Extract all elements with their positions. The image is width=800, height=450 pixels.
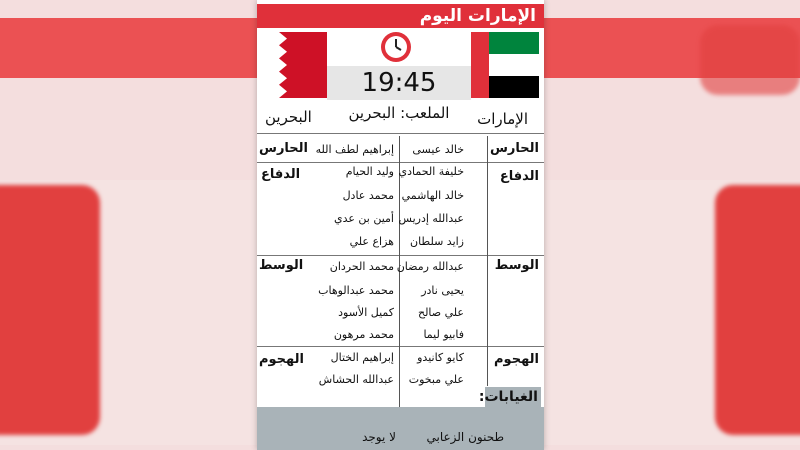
background-blur-left: [0, 185, 100, 435]
divider: [257, 133, 544, 134]
lineup-card: [257, 0, 544, 450]
uae-player: عبدالله رمضان: [396, 260, 464, 273]
uae-player: عبدالله إدريس: [398, 212, 464, 225]
uae-player: علي مبخوت: [408, 373, 464, 386]
bahrain-pos-attack: الهجوم: [259, 352, 304, 367]
divider: [487, 136, 488, 386]
team-home-name: الإمارات: [477, 110, 528, 128]
divider: [257, 162, 544, 163]
uae-player: خالد الهاشمي: [401, 189, 464, 202]
bahrain-pos-midfield: الوسط: [259, 258, 304, 273]
bahrain-flag: [259, 32, 327, 98]
venue: الملعب: البحرين: [348, 104, 450, 122]
uae-player: زايد سلطان: [409, 235, 464, 248]
bahrain-player: محمد مرهون: [333, 328, 394, 341]
bahrain-player: وليد الحيام: [345, 165, 394, 178]
absence-bahrain: لا يوجد: [362, 430, 396, 444]
bahrain-pos-defense: الدفاع: [261, 167, 301, 182]
uae-player: كايو كانيدو: [417, 351, 464, 364]
bahrain-player: محمد الحردان: [329, 260, 394, 273]
uae-player: علي صالح: [417, 306, 464, 319]
header-title: الإمارات اليوم: [419, 6, 536, 26]
uae-flag: [471, 32, 539, 98]
divider: [257, 255, 544, 256]
team-away-name: البحرين: [265, 108, 312, 126]
divider: [257, 346, 544, 347]
uae-pos-midfield: الوسط: [494, 258, 539, 273]
bahrain-pos-goalkeeper: الحارس: [259, 141, 309, 156]
uae-player: فابيو ليما: [423, 328, 464, 341]
uae-player: خالد عيسى: [412, 143, 464, 156]
header-bar: [257, 4, 544, 28]
bahrain-player: إبراهيم الختال: [330, 351, 394, 364]
uae-pos-defense: الدفاع: [499, 169, 539, 184]
bahrain-player: عبدالله الحشاش: [318, 373, 394, 386]
match-time: 19:45: [327, 66, 471, 100]
background-blur-right: [715, 185, 800, 435]
background-blur-top-right: [700, 25, 800, 95]
bahrain-player: محمد عادل: [342, 189, 394, 202]
absence-uae: طحنون الزعابي: [426, 430, 504, 444]
bahrain-player: إبراهيم لطف الله: [315, 143, 394, 156]
clock-icon: [380, 31, 412, 63]
uae-pos-goalkeeper: الحارس: [489, 141, 539, 156]
bahrain-player: كميل الأسود: [338, 306, 394, 319]
bahrain-player: محمد عبدالوهاب: [318, 284, 394, 297]
bahrain-player: هزاع علي: [349, 235, 394, 248]
uae-player: يحيى نادر: [421, 284, 464, 297]
bahrain-player: أمين بن عدي: [333, 212, 394, 225]
absences-label: الغيابات:: [478, 389, 538, 405]
uae-pos-attack: الهجوم: [494, 352, 539, 367]
uae-player: خليفة الحمادي: [398, 165, 464, 178]
